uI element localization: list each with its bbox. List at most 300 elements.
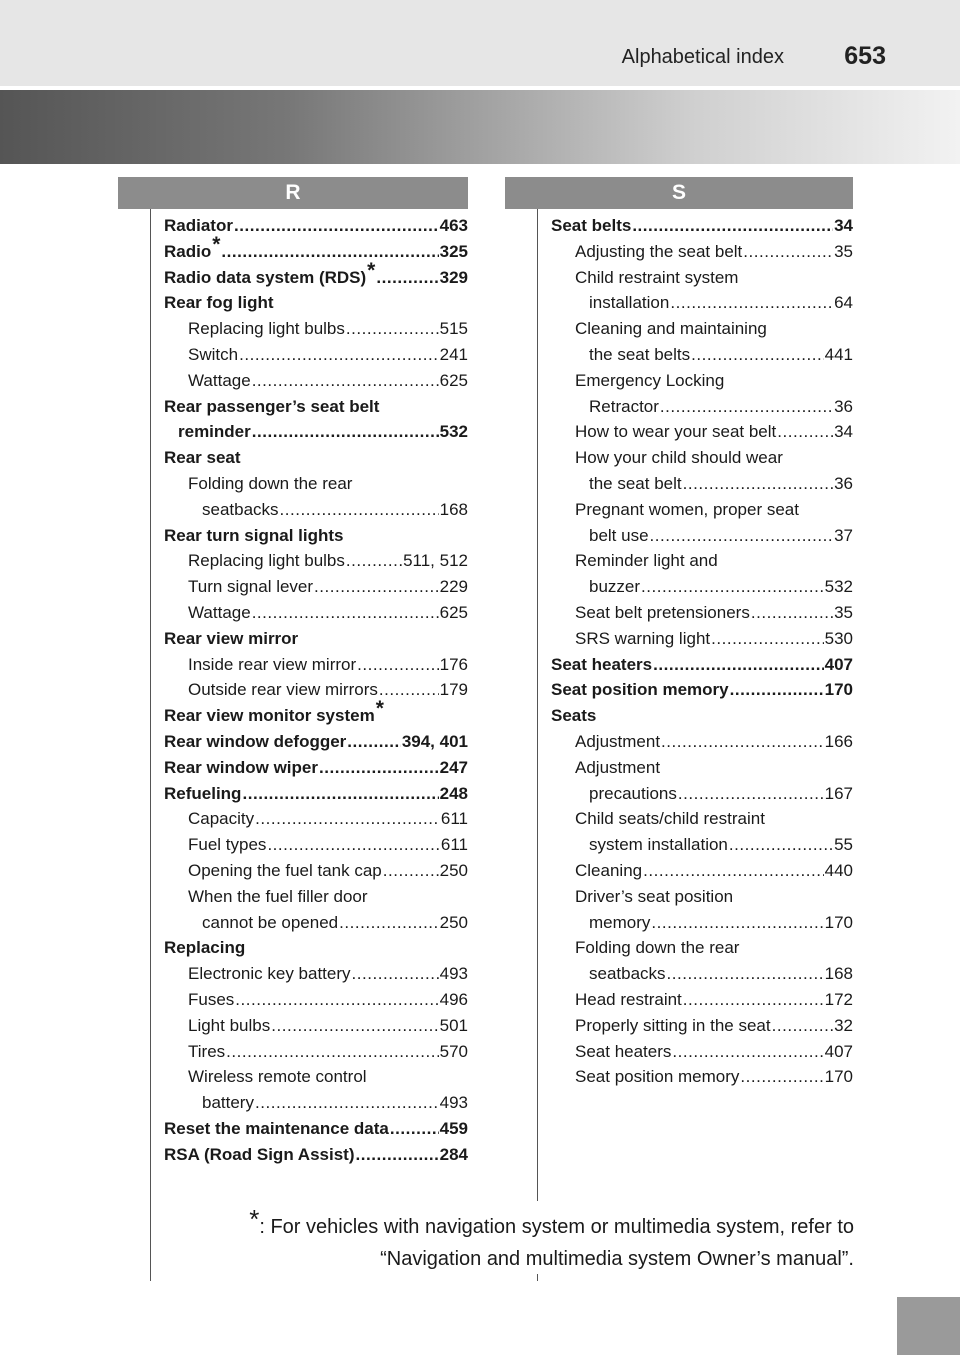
entry-label xyxy=(188,471,352,497)
entry-page: 32 xyxy=(834,1015,853,1035)
entry-page: 35 xyxy=(834,602,853,622)
dot-leader xyxy=(740,1064,823,1090)
entry-label xyxy=(188,858,382,884)
entry-label xyxy=(164,697,384,729)
dot-leader xyxy=(632,213,833,239)
entry-label xyxy=(575,1064,739,1090)
entry-page: 55 xyxy=(834,835,853,855)
dot-leader xyxy=(650,523,834,549)
entry-page: 611 xyxy=(440,835,468,855)
dot-leader xyxy=(691,342,824,368)
entry-label-text: Switch xyxy=(188,344,239,364)
entry-page: 407 xyxy=(824,1041,853,1061)
entry-label xyxy=(164,935,245,961)
dot-leader xyxy=(235,987,438,1013)
dot-leader xyxy=(347,729,401,755)
index-entry xyxy=(164,419,468,445)
dot-leader xyxy=(280,497,439,523)
index-entry xyxy=(551,781,853,807)
entry-label xyxy=(551,677,729,703)
entry-page: 493 xyxy=(439,1093,468,1113)
entry-label xyxy=(575,548,718,574)
dot-leader xyxy=(252,600,439,626)
entry-label xyxy=(551,213,631,239)
entry-label-text: SRS warning light xyxy=(575,628,711,648)
entry-page: 440 xyxy=(824,860,853,880)
index-entry xyxy=(164,213,468,239)
index-entry xyxy=(164,832,468,858)
column-divider-tick xyxy=(537,1274,538,1281)
entry-label-text: seatbacks xyxy=(589,964,666,984)
dot-leader xyxy=(376,265,438,291)
index-entry xyxy=(164,1064,468,1090)
entry-label xyxy=(551,652,652,678)
entry-label xyxy=(188,600,251,626)
dot-leader xyxy=(667,961,824,987)
dot-leader xyxy=(346,548,402,574)
entry-label xyxy=(202,497,279,523)
entry-label-text: Head restraint xyxy=(575,989,682,1009)
index-entry xyxy=(164,697,468,729)
dot-leader xyxy=(242,781,438,807)
index-entry xyxy=(164,884,468,910)
index-entry xyxy=(164,394,468,420)
entry-label xyxy=(575,239,742,265)
gradient-band xyxy=(0,90,960,164)
entry-label xyxy=(164,781,241,807)
index-entry xyxy=(164,574,468,600)
index-entry xyxy=(551,445,853,471)
dot-leader xyxy=(319,755,439,781)
entry-page: 36 xyxy=(834,473,853,493)
entry-page: 441 xyxy=(824,344,853,364)
index-entry xyxy=(551,677,853,703)
index-entry xyxy=(551,548,853,574)
index-entry xyxy=(164,523,468,549)
entry-label-text: Reminder light and xyxy=(575,551,718,571)
dot-leader xyxy=(255,806,440,832)
column-divider-left xyxy=(150,209,151,1281)
index-entry xyxy=(551,1039,853,1065)
dot-leader xyxy=(643,858,824,884)
entry-label xyxy=(575,755,660,781)
header-title: Alphabetical index xyxy=(621,46,784,68)
dot-leader xyxy=(730,677,824,703)
index-entry xyxy=(551,471,853,497)
entry-page: 625 xyxy=(439,602,468,622)
index-entry xyxy=(164,471,468,497)
entry-label-text: Seat heaters xyxy=(551,654,653,674)
entry-label xyxy=(188,987,234,1013)
index-entry xyxy=(164,548,468,574)
entry-label xyxy=(575,806,765,832)
entry-label-text: cannot be opened xyxy=(202,912,339,932)
entry-page: 515 xyxy=(439,319,468,339)
entry-label-text: Adjusting the seat belt xyxy=(575,241,743,261)
index-entry xyxy=(551,935,853,961)
section-header-s: S xyxy=(505,177,853,209)
entry-label-text: Capacity xyxy=(188,809,255,829)
entry-label xyxy=(202,910,338,936)
dot-leader xyxy=(672,1039,823,1065)
entry-label xyxy=(589,523,649,549)
entry-label xyxy=(575,858,642,884)
dot-leader xyxy=(239,342,439,368)
dot-leader xyxy=(379,677,439,703)
entry-label-text: Adjustment xyxy=(575,757,661,777)
entry-label xyxy=(188,652,356,678)
dot-leader xyxy=(252,419,439,445)
entry-page: 34 xyxy=(834,216,853,235)
index-entry xyxy=(164,729,468,755)
entry-label-text: Driver’s seat position xyxy=(575,886,734,906)
entry-label-text: Retractor xyxy=(589,396,659,416)
entry-label xyxy=(188,368,251,394)
entry-label xyxy=(575,1013,771,1039)
entry-label xyxy=(589,910,650,936)
entry-label-text: Cleaning and maintaining xyxy=(575,319,767,339)
entry-page: 170 xyxy=(824,912,853,932)
index-entry xyxy=(164,935,468,961)
index-column-s xyxy=(551,213,853,1090)
entry-label xyxy=(188,1013,270,1039)
entry-page: 532 xyxy=(439,422,468,442)
entry-label-text: Rear window wiper xyxy=(164,757,318,777)
section-header-r: R xyxy=(118,177,468,209)
dot-leader xyxy=(267,832,439,858)
entry-label xyxy=(575,729,660,755)
entry-label-text: belt use xyxy=(589,525,649,545)
dot-leader xyxy=(271,1013,438,1039)
entry-page: 166 xyxy=(824,731,853,751)
index-entry xyxy=(551,806,853,832)
entry-label xyxy=(575,419,776,445)
index-entry xyxy=(551,316,853,342)
entry-page: 64 xyxy=(834,293,853,313)
entry-page: 168 xyxy=(824,964,853,984)
dot-leader xyxy=(339,910,439,936)
entry-label-text: Wattage xyxy=(188,602,251,622)
index-entry xyxy=(551,961,853,987)
entry-page: 229 xyxy=(439,577,468,597)
entry-label-text: Child restraint system xyxy=(575,267,739,287)
entry-page: 170 xyxy=(824,680,853,700)
entry-label-text: Opening the fuel tank cap xyxy=(188,860,382,880)
dot-leader xyxy=(683,987,824,1013)
entry-label-text: RSA (Road Sign Assist) xyxy=(164,1144,355,1164)
dot-leader xyxy=(670,290,833,316)
entry-label xyxy=(575,626,710,652)
footnote-line-2: “Navigation and multimedia system Owner’s manual”. xyxy=(380,1248,854,1270)
entry-label xyxy=(575,445,783,471)
entry-label xyxy=(575,600,750,626)
entry-label xyxy=(575,368,724,394)
entry-label-text: When the fuel filler door xyxy=(188,886,368,906)
entry-label-text: How to wear your seat belt xyxy=(575,422,777,442)
entry-label xyxy=(575,1039,671,1065)
dot-leader xyxy=(678,781,824,807)
index-entry xyxy=(164,806,468,832)
entry-label-text: Pregnant women, proper seat xyxy=(575,499,799,519)
entry-page: 167 xyxy=(824,783,853,803)
entry-label-text: Radio xyxy=(164,241,212,261)
entry-label xyxy=(188,316,345,342)
entry-page: 36 xyxy=(834,396,853,416)
entry-label-text: Properly sitting in the seat xyxy=(575,1015,771,1035)
index-entry xyxy=(551,832,853,858)
index-entry xyxy=(164,232,468,265)
index-entry xyxy=(551,213,853,239)
index-entry xyxy=(164,497,468,523)
index-entry xyxy=(164,781,468,807)
index-entry xyxy=(551,239,853,265)
dot-leader xyxy=(729,832,833,858)
dot-leader xyxy=(772,1013,833,1039)
entry-page: 250 xyxy=(439,912,468,932)
entry-label xyxy=(188,548,345,574)
footnote-star: * xyxy=(249,1204,260,1234)
entry-label-text: Radiator xyxy=(164,216,233,235)
entry-label xyxy=(551,703,596,729)
index-entry xyxy=(164,1116,468,1142)
entry-label-text: memory xyxy=(589,912,651,932)
index-column-r xyxy=(164,213,468,1167)
entry-label xyxy=(164,1116,389,1142)
index-entry xyxy=(164,258,468,291)
entry-page: 511, 512 xyxy=(403,551,468,571)
entry-page: 625 xyxy=(439,370,468,390)
index-entry xyxy=(551,368,853,394)
entry-label xyxy=(589,342,690,368)
entry-label xyxy=(164,258,376,291)
dot-leader xyxy=(234,213,439,239)
entry-label-text: Replacing light bulbs xyxy=(188,551,345,571)
index-entry xyxy=(164,677,468,703)
index-entry xyxy=(164,1013,468,1039)
entry-page: 459 xyxy=(439,1118,468,1138)
entry-label-text: reminder xyxy=(178,422,251,442)
entry-page: 284 xyxy=(439,1144,468,1164)
entry-label xyxy=(589,574,640,600)
index-entry xyxy=(551,497,853,523)
entry-label-text: Seat belts xyxy=(551,216,632,235)
entry-page: 248 xyxy=(439,783,468,803)
entry-label xyxy=(164,729,346,755)
entry-label-text: Replacing light bulbs xyxy=(188,319,345,339)
entry-label-text: Cleaning xyxy=(575,860,643,880)
index-entry xyxy=(164,1039,468,1065)
dot-leader xyxy=(641,574,824,600)
entry-label xyxy=(575,497,799,523)
entry-label-text: Folding down the rear xyxy=(575,938,740,958)
entry-page: 496 xyxy=(439,989,468,1009)
entry-label-text: system installation xyxy=(589,835,728,855)
index-entry xyxy=(551,265,853,291)
entry-label xyxy=(164,626,298,652)
entry-label-text: Seat position memory xyxy=(551,680,729,700)
footnote-line-1 xyxy=(249,1204,854,1243)
dot-leader xyxy=(252,368,439,394)
entry-page: 325 xyxy=(439,241,468,261)
dot-leader xyxy=(390,1116,439,1142)
footnote-marker: * xyxy=(367,258,376,282)
entry-label-text: Light bulbs xyxy=(188,1015,271,1035)
entry-page: 176 xyxy=(439,654,468,674)
entry-label xyxy=(575,935,739,961)
entry-label-text: Fuel types xyxy=(188,835,267,855)
entry-page: 532 xyxy=(824,577,853,597)
entry-label-text: Emergency Locking xyxy=(575,370,725,390)
entry-label-text: Rear seat xyxy=(164,448,241,468)
dot-leader xyxy=(255,1090,439,1116)
entry-page: 34 xyxy=(834,422,853,442)
index-entry xyxy=(551,987,853,1013)
entry-page: 37 xyxy=(834,525,853,545)
entry-label-text: Folding down the rear xyxy=(188,473,353,493)
index-entry xyxy=(164,1142,468,1168)
entry-page: 570 xyxy=(439,1041,468,1061)
entry-label xyxy=(164,290,274,316)
entry-label xyxy=(589,781,677,807)
entry-label-text: Rear window defogger xyxy=(164,731,347,751)
entry-label-text: Rear turn signal lights xyxy=(164,525,344,545)
index-entry xyxy=(164,987,468,1013)
index-entry xyxy=(551,703,853,729)
column-divider-middle xyxy=(537,209,538,1201)
dot-leader xyxy=(355,1142,438,1168)
index-entry xyxy=(164,600,468,626)
index-entry xyxy=(551,626,853,652)
footnote-text-1: : For vehicles with navigation system or multimedia system, refer to xyxy=(259,1216,854,1238)
index-entry xyxy=(551,729,853,755)
entry-label xyxy=(164,213,233,239)
index-entry xyxy=(164,368,468,394)
entry-page: 247 xyxy=(439,757,468,777)
entry-label-text: Child seats/child restraint xyxy=(575,809,765,829)
entry-page: 611 xyxy=(440,809,468,829)
entry-label-text: Radio data system (RDS) xyxy=(164,267,367,287)
entry-label-text: Rear fog light xyxy=(164,293,274,313)
entry-label xyxy=(589,832,728,858)
index-entry xyxy=(164,626,468,652)
entry-label-text: precautions xyxy=(589,783,677,803)
footnote-marker: * xyxy=(375,697,384,721)
index-entry xyxy=(164,961,468,987)
entry-label-text: Replacing xyxy=(164,938,246,958)
entry-label xyxy=(202,1090,254,1116)
entry-label xyxy=(178,419,251,445)
index-entry xyxy=(551,394,853,420)
dot-leader xyxy=(777,419,833,445)
entry-label-text: Refueling xyxy=(164,783,242,803)
index-entry xyxy=(551,574,853,600)
entry-label xyxy=(164,394,379,420)
index-entry xyxy=(164,342,468,368)
index-entry xyxy=(551,1064,853,1090)
index-entry xyxy=(164,1090,468,1116)
entry-label xyxy=(188,1039,225,1065)
index-entry xyxy=(551,755,853,781)
entry-label-text: seatbacks xyxy=(202,499,279,519)
index-entry xyxy=(164,910,468,936)
index-entry xyxy=(164,858,468,884)
dot-leader xyxy=(660,394,833,420)
entry-label-text: Wattage xyxy=(188,370,251,390)
dot-leader xyxy=(383,858,439,884)
index-entry xyxy=(551,290,853,316)
entry-label-text: Seat belt pretensioners xyxy=(575,602,750,622)
entry-page: 179 xyxy=(439,680,468,700)
entry-label xyxy=(188,884,368,910)
index-entry xyxy=(551,910,853,936)
entry-label xyxy=(575,265,738,291)
index-entry xyxy=(164,755,468,781)
top-bar xyxy=(0,0,960,86)
entry-label xyxy=(188,1064,367,1090)
entry-page: 250 xyxy=(439,860,468,880)
index-entry xyxy=(164,652,468,678)
entry-label-text: Inside rear view mirror xyxy=(188,654,357,674)
index-entry xyxy=(551,652,853,678)
entry-label xyxy=(589,394,659,420)
entry-label-text: buzzer xyxy=(589,577,641,597)
dot-leader xyxy=(751,600,833,626)
dot-leader xyxy=(661,729,824,755)
dot-leader xyxy=(743,239,833,265)
index-entry xyxy=(551,600,853,626)
entry-label xyxy=(164,1142,354,1168)
entry-page: 170 xyxy=(824,1067,853,1087)
entry-label xyxy=(188,677,378,703)
entry-label-text: Seat heaters xyxy=(575,1041,672,1061)
entry-page: 530 xyxy=(824,628,853,648)
entry-label-text: Adjustment xyxy=(575,731,661,751)
entry-page: 501 xyxy=(439,1015,468,1035)
index-entry xyxy=(551,342,853,368)
entry-page: 168 xyxy=(439,499,468,519)
entry-page: 241 xyxy=(439,344,468,364)
entry-label-text: Wireless remote control xyxy=(188,1067,367,1087)
entry-label-text: Electronic key battery xyxy=(188,964,351,984)
entry-page: 172 xyxy=(824,989,853,1009)
entry-label xyxy=(188,806,254,832)
entry-page: 463 xyxy=(439,216,468,235)
dot-leader xyxy=(711,626,824,652)
page-number: 653 xyxy=(844,42,886,70)
index-entry xyxy=(551,1013,853,1039)
footnote-marker: * xyxy=(212,232,221,256)
entry-label xyxy=(164,523,343,549)
entry-label-text: the seat belt xyxy=(589,473,682,493)
entry-label-text: Rear view monitor system xyxy=(164,706,375,726)
entry-label xyxy=(589,471,682,497)
entry-label-text: battery xyxy=(202,1093,254,1113)
entry-page: 329 xyxy=(439,267,468,287)
entry-label-text: Rear view mirror xyxy=(164,628,299,648)
dot-leader xyxy=(226,1039,438,1065)
entry-label-text: Rear passenger’s seat belt xyxy=(164,396,380,416)
entry-label-text: installation xyxy=(589,293,670,313)
dot-leader xyxy=(653,652,824,678)
entry-label xyxy=(164,445,241,471)
index-entry xyxy=(551,884,853,910)
entry-label-text: Seat position memory xyxy=(575,1067,740,1087)
entry-label-text: How your child should wear xyxy=(575,448,783,468)
dot-leader xyxy=(221,239,438,265)
entry-label-text: Outside rear view mirrors xyxy=(188,680,378,700)
entry-page: 35 xyxy=(834,241,853,261)
entry-label xyxy=(589,290,669,316)
